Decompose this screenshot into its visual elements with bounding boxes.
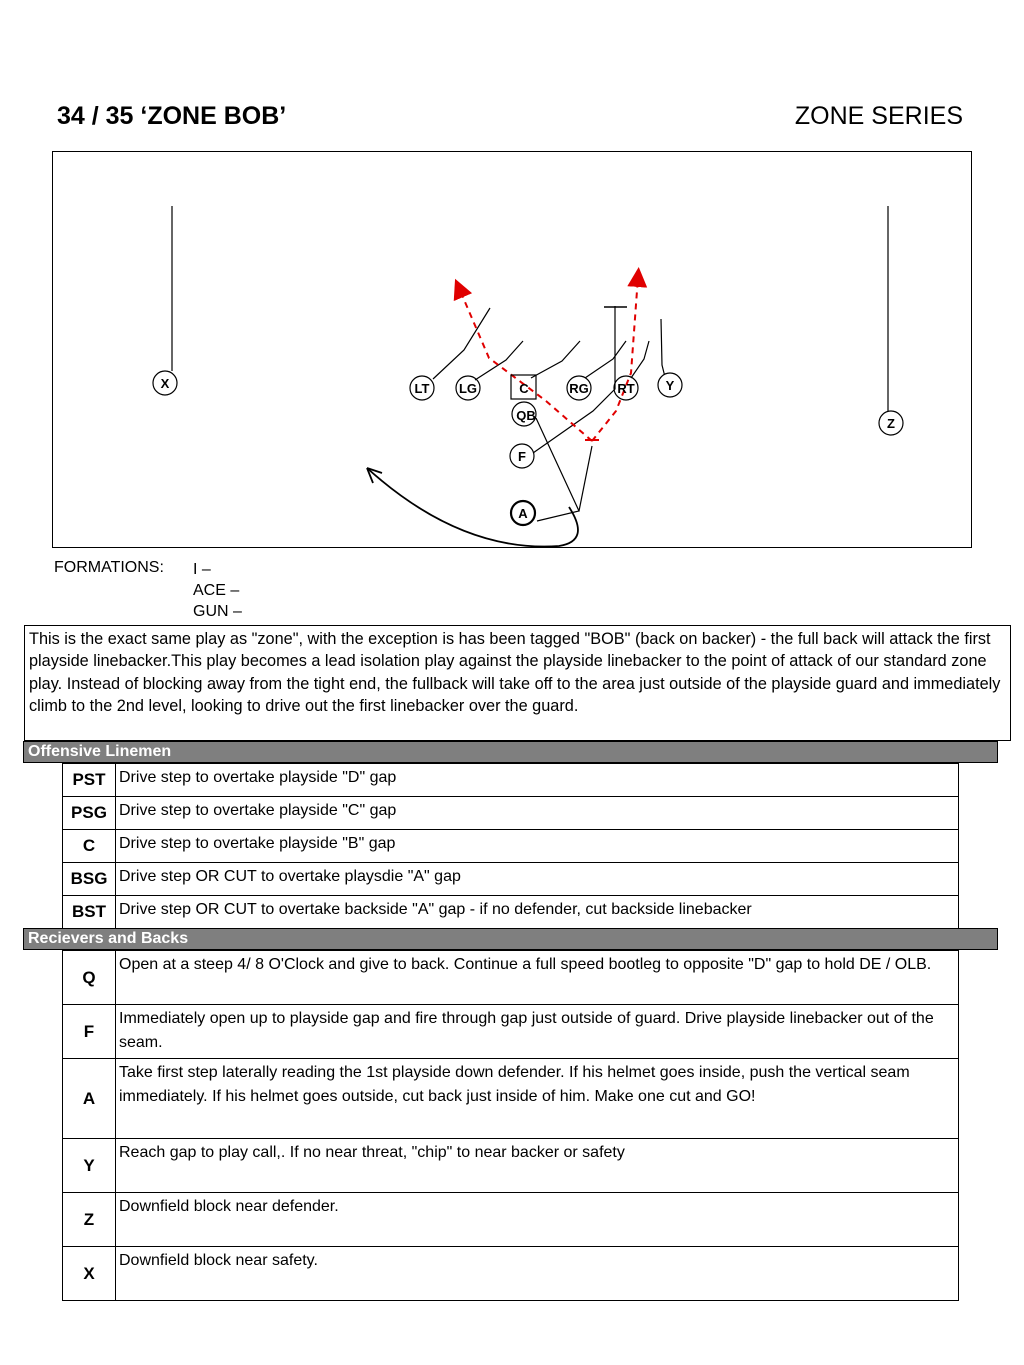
table-row [63,896,959,929]
player-lt-label: LT [414,381,430,396]
receivers-backs-header: Recievers and Backs [23,928,998,950]
position-code: PSG [63,797,116,830]
offensive-linemen-header: Offensive Linemen [23,741,998,763]
table-row [63,951,959,1005]
series-title: ZONE SERIES [794,102,963,130]
player-rt-label: RT [617,381,635,396]
table-row [63,1059,959,1139]
player-y-label: Y [665,378,675,393]
table-row [63,1139,959,1193]
play-description: This is the exact same play as "zone", with the exception is has been tagged "BOB" (back on backer) - the full back will attack the first playside linebacker.This play becomes a lead isolation play against the playside linebacker to the point of attack of our standard zone play. Instead of blocking away from the tight end, the fullback will take off to the area just outside of the playside guard and immediately climb to the 2nd level, looking to drive out the first linebacker over the guard. [24,625,1011,741]
lg-block-line [475,341,523,380]
formations-label: FORMATIONS: [54,559,164,576]
position-code: PST [63,764,116,797]
table-row [63,1193,959,1247]
y-block-line [661,319,665,377]
table-row [63,1005,959,1059]
table-row [63,1247,959,1301]
lt-block-line [433,308,490,379]
assignment-text: Drive step to overtake playside "B" gap [116,830,959,863]
c-block-line [531,341,580,378]
player-qb-label: QB [516,408,536,423]
assignment-text: Drive step OR CUT to overtake backside "A" gap - if no defender, cut backside linebacker [116,896,959,929]
player-c-label: C [519,381,529,396]
assignment-text: Downfield block near safety. [116,1247,959,1301]
player-lg-label: LG [458,381,478,396]
position-code: Y [63,1139,116,1193]
table-row [63,797,959,830]
offensive-linemen-table [62,763,959,929]
receivers-backs-table [62,950,959,1301]
tailback-read-line [579,446,592,511]
rg-block-line [585,341,626,378]
play-diagram-svg [53,152,973,549]
play-diagram [52,151,972,548]
position-code: BST [63,896,116,929]
assignment-text: Open at a steep 4/ 8 O'Clock and give to back. Continue a full speed bootleg to opposite "D" gap to hold DE / OLB. [116,951,959,1005]
position-code: Q [63,951,116,1005]
position-code: C [63,830,116,863]
player-rg-label: RG [569,381,589,396]
table-row [63,830,959,863]
fullback-path [533,306,615,453]
position-code: Z [63,1193,116,1247]
player-z-label: Z [887,416,895,431]
formation-item: ACE – [193,582,240,599]
qb-bootleg-path [367,468,578,547]
table-row [63,863,959,896]
position-code: A [63,1059,116,1139]
player-a-label: A [518,506,528,521]
formation-item: GUN – [193,603,242,620]
assignment-text: Immediately open up to playside gap and fire through gap just outside of guard. Drive playside linebacker out of the seam. [116,1005,959,1059]
rt-block-line [631,341,649,378]
player-f-label: F [518,449,526,464]
tailback-mesh-line [536,418,579,521]
position-code: X [63,1247,116,1301]
assignment-text: Drive step OR CUT to overtake playsdie "A" gap [116,863,959,896]
assignment-text: Take first step laterally reading the 1st playside down defender. If his helmet goes inside, push the vertical seam immediately. If his helmet goes outside, cut back just inside of him. Make one cut and GO! [116,1059,959,1139]
play-title: 34 / 35 ‘ZONE BOB’ [57,102,287,130]
assignment-text: Reach gap to play call,. If no near threat, "chip" to near backer or safety [116,1139,959,1193]
position-code: F [63,1005,116,1059]
table-row [63,764,959,797]
assignment-text: Downfield block near defender. [116,1193,959,1247]
formations-list [193,559,242,622]
formation-item: I – [193,561,211,578]
assignment-text: Drive step to overtake playside "D" gap [116,764,959,797]
position-code: BSG [63,863,116,896]
player-x-label: X [160,376,170,391]
assignment-text: Drive step to overtake playside "C" gap [116,797,959,830]
